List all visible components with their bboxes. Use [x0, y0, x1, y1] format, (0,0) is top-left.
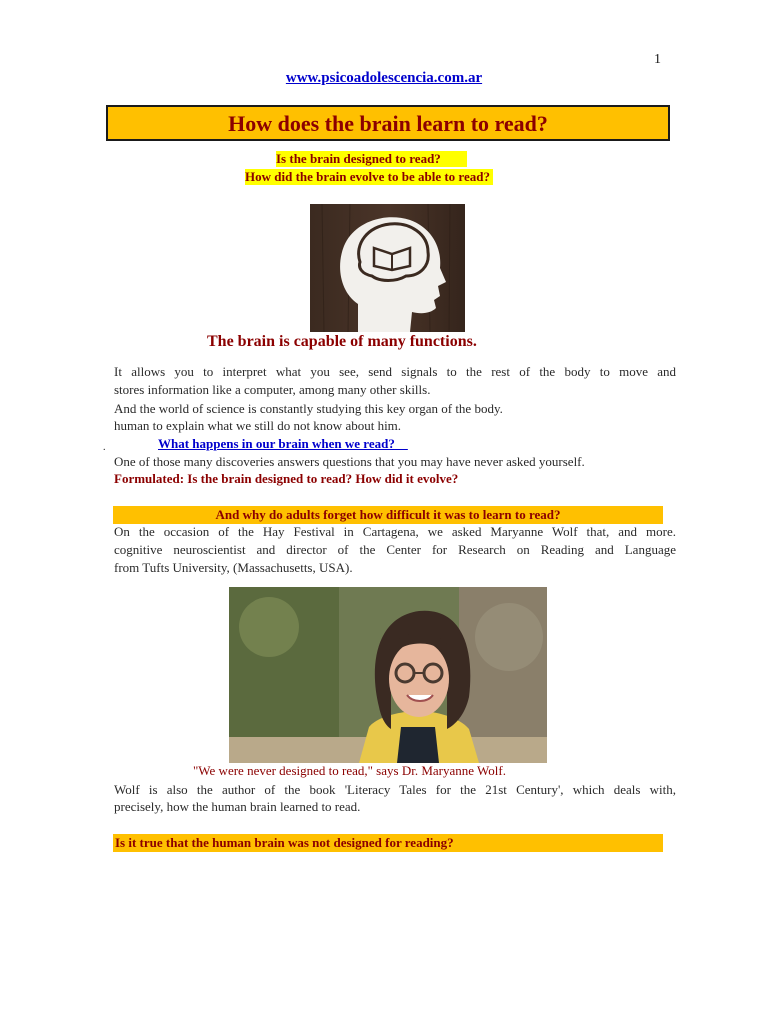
paragraph-line: human to explain what we still do not know about him. [114, 418, 402, 433]
question-evolve: How did the brain evolve to be able to read? [245, 169, 494, 184]
highlight-question-designed: Is it true that the human brain was not designed for reading? [113, 834, 663, 852]
page-title: How does the brain learn to read? [228, 111, 548, 136]
wolf-quote: "We were never designed to read," says Dr. Maryanne Wolf. [193, 763, 506, 778]
reading-brain-link[interactable]: What happens in our brain when we read? [158, 436, 408, 451]
section-heading: The brain is capable of many functions. [207, 333, 477, 350]
paragraph-line: precisely, how the human brain learned to read. [114, 799, 361, 814]
page-number: 1 [654, 52, 661, 67]
paragraph-line: One of those many discoveries answers questions that you may have never asked yourself. [114, 454, 585, 469]
title-box [106, 105, 670, 141]
maryanne-wolf-photo [229, 587, 547, 763]
paragraph-line: from Tufts University, (Massachusetts, USA). [114, 560, 353, 575]
paragraph-line: stores information like a computer, among many other skills. [114, 382, 431, 397]
paragraph-line: Wolf is also the author of the book 'Literacy Tales for the 21st Century', which deals with, [114, 782, 676, 797]
highlight-question-adults: And why do adults forget how difficult it was to learn to read? [113, 506, 663, 524]
website-link[interactable]: www.psicoadolescencia.com.ar [285, 70, 483, 86]
paragraph-line: cognitive neuroscientist and director of the Center for Research on Reading and Language [114, 542, 676, 557]
formulated-question: Formulated: Is the brain designed to read? How did it evolve? [114, 471, 459, 486]
brain-book-illustration [310, 204, 465, 332]
paragraph-line: On the occasion of the Hay Festival in Cartagena, we asked Maryanne Wolf that, and more. [114, 524, 676, 539]
stray-dot: . [103, 442, 106, 453]
question-designed: Is the brain designed to read? [276, 151, 467, 166]
paragraph-line: And the world of science is constantly studying this key organ of the body. [114, 401, 503, 416]
paragraph-line: It allows you to interpret what you see, send signals to the rest of the body to move and [114, 364, 676, 379]
